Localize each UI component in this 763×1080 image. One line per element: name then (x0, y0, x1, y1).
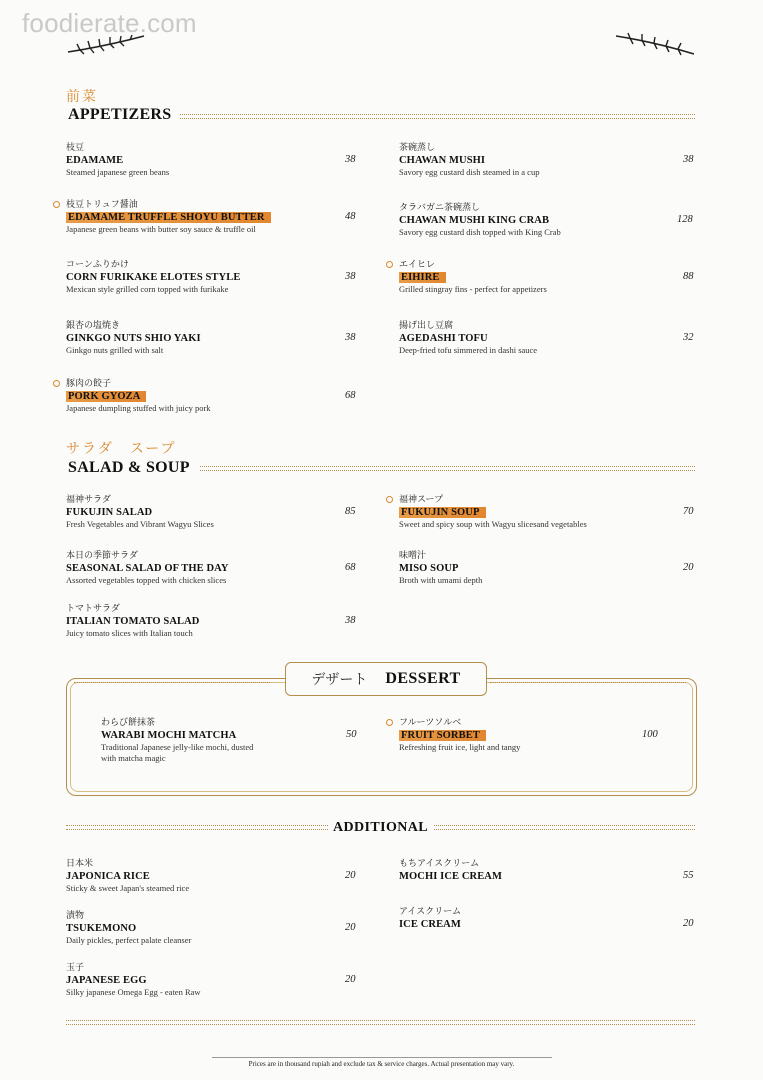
menu-item: もちアイスクリーム MOCHI ICE CREAM 55 (399, 859, 694, 882)
menu-item: 銀杏の塩焼き GINKGO NUTS SHIO YAKI Ginkgo nuts grilled with salt 38 (66, 321, 356, 355)
price: 20 (683, 918, 694, 929)
menu-item: 玉子 JAPANESE EGG Silky japanese Omega Egg - eaten Raw 20 (66, 963, 356, 997)
right-branch-ornament (614, 32, 696, 58)
price: 20 (345, 870, 356, 881)
salad-soup-heading: SALAD & SOUP (68, 459, 190, 476)
menu-item: 揚げ出し豆腐 AGEDASHI TOFU Deep-fried tofu simmered in dashi sauce 32 (399, 321, 694, 355)
menu-item: わらび餅抹茶 WARABI MOCHI MATCHA Traditional Japanese jelly-like mochi, dusted with matcha magic 50 (101, 718, 357, 763)
recommended-icon (53, 201, 60, 208)
menu-item: コーンふりかけ CORN FURIKAKE ELOTES STYLE Mexican style grilled corn topped with furikake 38 (66, 260, 356, 294)
menu-item-recommended: 福神スープ FUKUJIN SOUP Sweet and spicy soup with Wagyu slicesand vegetables 70 (399, 494, 689, 530)
recommended-icon (386, 719, 393, 726)
recommended-icon (386, 261, 393, 268)
price: 100 (642, 729, 658, 740)
price: 48 (345, 211, 356, 222)
menu-item: 味噌汁 MISO SOUP Broth with umami depth 20 (399, 551, 694, 585)
recommended-icon (386, 496, 393, 503)
menu-item-recommended: 枝豆トリュフ醤油 EDAMAME TRUFFLE SHOYU BUTTER Japanese green beans with butter soy sauce & truffle oil 48 (66, 199, 356, 235)
menu-item-recommended: エイヒレ EIHIRE Grilled stingray fins - perfect for appetizers 88 (399, 259, 689, 295)
menu-item: 本日の季節サラダ SEASONAL SALAD OF THE DAY Assorted vegetables topped with chicken slices 68 (66, 551, 356, 585)
price: 70 (683, 506, 694, 517)
price: 38 (345, 271, 356, 282)
additional-divider-right (434, 825, 695, 830)
additional-heading: ADDITIONAL (333, 820, 429, 835)
price: 85 (345, 506, 356, 517)
price: 55 (683, 870, 694, 881)
menu-item: 福神サラダ FUKUJIN SALAD Fresh Vegetables and Vibrant Wagyu Slices 85 (66, 495, 356, 529)
menu-item-recommended: 豚肉の餃子 PORK GYOZA Japanese dumpling stuffed with juicy pork 68 (66, 378, 356, 414)
price: 38 (345, 332, 356, 343)
price: 38 (345, 615, 356, 626)
dessert-heading: デザート DESSERT (285, 662, 487, 696)
appetizers-divider (180, 114, 695, 119)
price: 68 (345, 390, 356, 401)
dessert-divider-left (74, 678, 270, 683)
left-branch-ornament (66, 32, 146, 56)
price: 38 (345, 154, 356, 165)
salad-soup-divider (200, 466, 695, 471)
watermark: foodierate.com (22, 8, 197, 38)
footer-note-rule (212, 1057, 552, 1058)
price: 32 (683, 332, 694, 343)
menu-item: タラバガニ茶碗蒸し CHAWAN MUSHI KING CRAB Savory egg custard dish topped with King Crab 128 (399, 203, 693, 237)
price: 88 (683, 271, 694, 282)
appetizers-heading: APPETIZERS (68, 106, 172, 123)
menu-item: アイスクリーム ICE CREAM 20 (399, 907, 694, 930)
price: 20 (683, 562, 694, 573)
price: 68 (345, 562, 356, 573)
additional-divider-left (66, 825, 328, 830)
price: 20 (345, 974, 356, 985)
menu-item: 枝豆 EDAMAME Steamed japanese green beans 38 (66, 143, 356, 177)
salad-soup-jp-heading: サラダ スープ (66, 441, 177, 457)
appetizers-jp-heading: 前菜 (66, 89, 98, 105)
menu-item: 日本米 JAPONICA RICE Sticky & sweet Japan's steamed rice 20 (66, 859, 356, 893)
footer-divider (66, 1020, 695, 1025)
footer-note: Prices are in thousand rupiah and exclude tax & service charges. Actual presentation may vary. (248, 1060, 515, 1068)
menu-item: 茶碗蒸し CHAWAN MUSHI Savory egg custard dish steamed in a cup 38 (399, 143, 694, 177)
dessert-divider-right (490, 678, 686, 683)
price: 50 (346, 729, 357, 740)
recommended-icon (53, 380, 60, 387)
menu-item-recommended: フルーツソルベ FRUIT SORBET Refreshing fruit ice, light and tangy 100 (399, 717, 689, 753)
price: 38 (683, 154, 694, 165)
price: 128 (677, 214, 693, 225)
menu-item: トマトサラダ ITALIAN TOMATO SALAD Juicy tomato slices with Italian touch 38 (66, 604, 356, 638)
menu-item: 漬物 TSUKEMONO Daily pickles, perfect palate cleanser 20 (66, 911, 356, 945)
price: 20 (345, 922, 356, 933)
